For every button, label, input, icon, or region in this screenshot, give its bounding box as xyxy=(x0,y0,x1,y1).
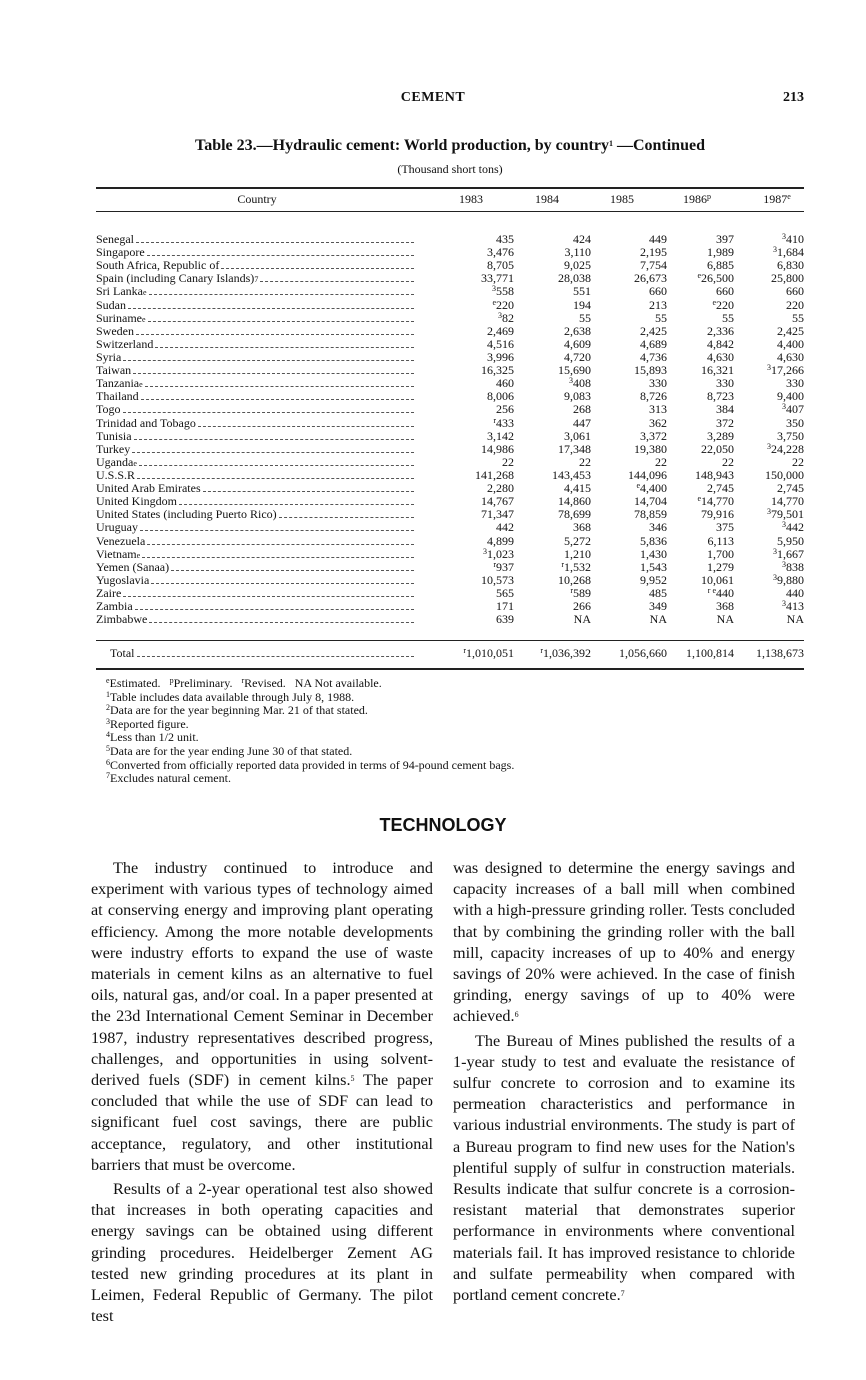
table-row xyxy=(96,233,804,246)
value-1985: 15,893 xyxy=(634,363,667,378)
table-title-text: Table 23.—Hydraulic cement: World production, by country xyxy=(195,137,609,154)
country-name: Tunisia xyxy=(96,429,132,443)
value-1986: 22,050 xyxy=(701,441,734,456)
paragraph: Results of a 2-year operational test also showed that increases in both operating capacities and energy savings can be obtained using different grinding procedures. Heidelberger Zement AG tested new grinding procedures at its plant in Leimen, Federal Republic of Germany. The pilot test xyxy=(91,1180,433,1326)
value-1984: 447 xyxy=(573,415,591,430)
value-1987: 2,425 xyxy=(777,323,804,338)
country-cell xyxy=(96,233,418,246)
country-cell: Uganda e xyxy=(96,456,418,469)
value-1985: 346 xyxy=(649,520,667,535)
value-1983: 8,006 xyxy=(487,389,514,404)
value-1986: 148,943 xyxy=(695,468,734,483)
value-1984: 4,720 xyxy=(564,350,591,365)
value-1986: 79,916 xyxy=(701,507,734,522)
footnote-6: $^6$Converted from officially reported data provided in terms of 94-pound cement bags. xyxy=(106,757,515,772)
value-1985: 26,673 xyxy=(634,271,667,286)
table-header-rule xyxy=(96,211,804,212)
page-number: 213 xyxy=(783,90,804,105)
technology-heading: TECHNOLOGY xyxy=(379,815,507,835)
value-1985: 78,859 xyxy=(634,507,667,522)
value-1987: $^3$24,228 xyxy=(767,441,804,456)
value-1984: 2,638 xyxy=(564,323,591,338)
table-row xyxy=(96,561,804,574)
country-name: South Africa, Republic of xyxy=(96,259,220,273)
country-name: Sudan xyxy=(96,298,126,312)
country-cell xyxy=(96,587,418,600)
value-1983: $^3$82 xyxy=(498,310,514,325)
total-1984: $^r$1,036,392 xyxy=(540,646,591,660)
country-cell xyxy=(96,495,418,508)
value-1987: $^3$410 xyxy=(782,232,804,247)
footnote-7: $^7$Excludes natural cement. xyxy=(106,771,231,786)
country-name: Thailand xyxy=(96,390,139,404)
value-1987: 350 xyxy=(786,415,804,430)
value-1987: $^3$79,501 xyxy=(767,507,804,522)
col-header-1987 xyxy=(740,192,814,208)
footnote-5: $^5$Data are for the year ending June 30 of that stated. xyxy=(106,743,353,758)
value-1984: 4,609 xyxy=(564,336,591,351)
country-cell: Vietnam e xyxy=(96,548,418,561)
value-1987: 150,000 xyxy=(765,468,804,483)
country-cell xyxy=(96,508,418,521)
table-top-rule xyxy=(96,187,804,189)
value-1984: 268 xyxy=(573,402,591,417)
table-title-note: 1 xyxy=(608,139,613,148)
value-1983: 22 xyxy=(502,454,514,469)
value-1986: $^{r e}$440 xyxy=(707,586,734,600)
table-row xyxy=(96,417,804,430)
table-row xyxy=(96,508,804,521)
value-1986: 4,842 xyxy=(707,336,734,351)
country-cell xyxy=(96,535,418,548)
value-1986: 1,989 xyxy=(707,245,734,260)
table-row xyxy=(96,574,804,587)
country-name: Togo xyxy=(96,403,121,417)
value-1983: 3,476 xyxy=(487,245,514,260)
value-1984: 1,210 xyxy=(564,546,591,561)
country-name: Zaire xyxy=(96,586,122,600)
table-row xyxy=(96,272,804,285)
value-1983: 4,516 xyxy=(487,336,514,351)
table-row xyxy=(96,482,804,495)
value-1987: 14,770 xyxy=(771,494,804,509)
value-1986: 2,336 xyxy=(707,323,734,338)
table-row xyxy=(96,535,804,548)
footnote-3: $^3$Reported figure. xyxy=(106,716,189,731)
value-1987: 22 xyxy=(792,454,804,469)
value-1986: 368 xyxy=(716,599,734,614)
value-1984: 22 xyxy=(579,454,591,469)
table-units: (Thousand short tons) xyxy=(397,162,503,176)
footnote-1: $^1$Table includes data available through July 8, 1988. xyxy=(106,689,355,704)
total-1987: 1,138,673 xyxy=(756,646,804,660)
value-1983: 565 xyxy=(496,586,514,600)
footnote-4: $^4$Less than 1/2 unit. xyxy=(106,730,199,745)
value-1983: $^3$558 xyxy=(492,284,514,299)
value-1983: 435 xyxy=(496,232,514,247)
col-header-1986-mark: p xyxy=(707,192,711,201)
value-1983: 4,899 xyxy=(487,533,514,548)
value-1984: NA xyxy=(573,612,591,627)
value-1984: 5,272 xyxy=(564,533,591,548)
table-row xyxy=(96,456,804,469)
country-cell xyxy=(96,417,418,430)
value-1987: 5,950 xyxy=(777,533,804,548)
value-1983: 460 xyxy=(496,376,514,391)
country-name: Singapore xyxy=(96,246,145,260)
value-1986: NA xyxy=(716,612,734,627)
table-row xyxy=(96,430,804,443)
value-1987: 2,745 xyxy=(777,481,804,496)
value-1985: 2,195 xyxy=(640,245,667,260)
value-1985: 349 xyxy=(649,599,667,614)
country-name: Suriname xyxy=(96,311,142,325)
country-name: Sri Lanka xyxy=(96,285,143,299)
value-1987: 3,750 xyxy=(777,428,804,443)
value-1985: $^e$4,400 xyxy=(636,481,667,496)
value-1983: 8,705 xyxy=(487,258,514,273)
value-1985: 3,372 xyxy=(640,428,667,443)
col-header-1985: 1985 xyxy=(610,192,634,206)
country-cell xyxy=(96,364,418,377)
value-1986: 55 xyxy=(722,310,734,325)
value-1984: 3,110 xyxy=(564,245,591,260)
value-1983: 71,347 xyxy=(481,507,514,522)
value-1984: 424 xyxy=(573,232,591,247)
table-row xyxy=(96,259,804,272)
table-row xyxy=(96,613,804,626)
value-1986: 6,113 xyxy=(707,533,734,548)
value-1985: 1,543 xyxy=(640,559,667,574)
col-header-1984: 1984 xyxy=(535,192,559,206)
value-1987: $^3$838 xyxy=(782,559,804,574)
footnote-legend: $^e$Estimated. $^p$Preliminary. $^r$Revised. NA Not available. xyxy=(106,676,382,690)
value-1987: $^3$9,880 xyxy=(773,572,804,587)
country-cell xyxy=(96,574,418,587)
country-cell xyxy=(96,561,418,574)
table-row xyxy=(96,587,804,600)
country-name: Yugoslavia xyxy=(96,573,150,587)
value-1985: 19,380 xyxy=(634,441,667,456)
value-1985: 22 xyxy=(655,454,667,469)
col-header-1986 xyxy=(660,192,734,208)
value-1984: 194 xyxy=(573,297,591,312)
country-name: Syria xyxy=(96,350,122,365)
value-1985: NA xyxy=(649,612,667,627)
total-1986: 1,100,814 xyxy=(686,646,734,660)
value-1984: $^3$408 xyxy=(569,376,591,391)
value-1987: $^3$442 xyxy=(782,520,804,535)
value-1985: 5,836 xyxy=(640,533,667,548)
table-row xyxy=(96,364,804,377)
col-header-1987-year: 1987 xyxy=(763,192,788,206)
text-column-right xyxy=(453,858,795,1306)
value-1983: 141,268 xyxy=(475,468,514,483)
value-1985: 8,726 xyxy=(640,389,667,404)
value-1987: 9,400 xyxy=(777,389,804,404)
value-1983: 16,325 xyxy=(481,363,514,378)
value-1987: $^3$1,667 xyxy=(773,546,804,561)
table-row xyxy=(96,443,804,456)
table-row xyxy=(96,299,804,312)
value-1986: 16,321 xyxy=(701,363,734,378)
country-name: Uruguay xyxy=(96,521,138,535)
value-1985: 144,096 xyxy=(628,468,667,483)
table-row xyxy=(96,600,804,613)
value-1983: 3,996 xyxy=(487,350,514,365)
country-cell xyxy=(96,246,418,259)
country-cell: Sri Lanka e xyxy=(96,285,418,298)
value-1986: 3,289 xyxy=(707,428,734,443)
value-1983: 2,469 xyxy=(487,323,514,338)
value-1984: 28,038 xyxy=(558,271,591,286)
value-1987: 660 xyxy=(786,284,804,299)
table-row xyxy=(96,246,804,259)
table-row xyxy=(96,521,804,534)
table-row xyxy=(96,548,804,561)
value-1986: 660 xyxy=(716,284,734,299)
country-cell xyxy=(96,469,418,482)
country-name: Taiwan xyxy=(96,364,132,378)
value-1983: 2,280 xyxy=(487,481,514,496)
country-name: Trinidad and Tobago xyxy=(96,416,196,430)
country-name: Venezuela xyxy=(96,534,146,548)
value-1984: 15,690 xyxy=(558,363,591,378)
country-name: Sweden xyxy=(96,324,134,338)
value-1983: 639 xyxy=(496,612,514,627)
value-1984: 9,025 xyxy=(564,258,591,273)
table-row xyxy=(96,469,804,482)
country-name: Zimbabwe xyxy=(96,613,148,627)
value-1985: 449 xyxy=(649,232,667,247)
value-1986: 22 xyxy=(722,454,734,469)
value-1984: 9,083 xyxy=(564,389,591,404)
country-cell xyxy=(96,338,418,351)
value-1985: 55 xyxy=(655,310,667,325)
value-1986: 10,061 xyxy=(701,572,734,587)
total-1985: 1,056,660 xyxy=(619,646,667,660)
value-1984: 551 xyxy=(573,284,591,299)
value-1986: 4,630 xyxy=(707,350,734,365)
value-1983: 33,771 xyxy=(481,271,514,286)
value-1986: 372 xyxy=(716,415,734,430)
country-cell xyxy=(96,600,418,613)
value-1986: $^e$26,500 xyxy=(697,271,734,286)
value-1987: 25,800 xyxy=(771,271,804,286)
table-row xyxy=(96,403,804,416)
value-1987: 55 xyxy=(792,310,804,325)
table-row xyxy=(96,338,804,351)
value-1987: $^3$413 xyxy=(782,599,804,614)
value-1984: 78,699 xyxy=(558,507,591,522)
value-1987: 4,400 xyxy=(777,336,804,351)
value-1985: 313 xyxy=(649,402,667,417)
country-name: United Kingdom xyxy=(96,495,177,509)
country-cell: Suriname e xyxy=(96,312,418,325)
value-1983: $^3$1,023 xyxy=(483,546,514,561)
country-name: Tanzania xyxy=(96,377,140,391)
value-1984: $^r$1,532 xyxy=(561,559,591,574)
country-cell xyxy=(96,482,418,495)
value-1985: 213 xyxy=(649,297,667,312)
value-1986: 8,723 xyxy=(707,389,734,404)
total-label-cell xyxy=(96,646,418,661)
total-label: Total xyxy=(110,646,135,660)
value-1983: $^r$433 xyxy=(493,415,514,430)
value-1987: $^3$17,266 xyxy=(767,363,804,378)
col-header-1986-year: 1986 xyxy=(683,192,707,206)
value-1986: 1,700 xyxy=(707,546,734,561)
country-name: Spain (including Canary Islands) xyxy=(96,272,255,286)
table-total-rule xyxy=(96,640,804,641)
country-cell xyxy=(96,390,418,403)
paragraph: The industry continued to introduce and experiment with various types of technology aimed at conserving energy and improving plant operating efficiency. Among the more notable developments were industry efforts to expand the use of waste materials in cement kilns as an alternative to fuel oils, natural gas, and/or coal. In a paper presented at the 23d International Cement Seminar in December 1987, industry representatives described progress, challenges, and opportunities in using solvent-derived fuels (SDF) in cement kilns.$^5$ The paper concluded that while the use of SDF can lead to significant fuel cost savings, there are public acceptance, regulatory, and other institutional barriers that must be overcome. xyxy=(91,859,434,1174)
country-cell: Tanzania e xyxy=(96,377,418,390)
country-cell xyxy=(96,299,418,312)
production-table xyxy=(96,233,804,626)
value-1986: $^e$220 xyxy=(712,297,734,312)
country-name: Zambia xyxy=(96,600,133,614)
value-1987: 440 xyxy=(786,586,804,600)
table-row xyxy=(96,377,804,390)
value-1987: $^3$407 xyxy=(782,402,804,417)
running-head xyxy=(0,90,866,110)
country-cell xyxy=(96,403,418,416)
country-name: United Arab Emirates xyxy=(96,482,201,496)
value-1983: 14,986 xyxy=(481,441,514,456)
table-row xyxy=(96,495,804,508)
value-1986: $^e$14,770 xyxy=(697,494,734,509)
text-column-left xyxy=(91,858,433,1327)
country-cell xyxy=(96,325,418,338)
table-row xyxy=(96,351,804,364)
value-1985: 362 xyxy=(649,415,667,430)
table-row xyxy=(96,312,804,325)
paragraph: was designed to determine the energy savings and capacity increases of a ball mill when combined with a high-pressure grinding roller. Tests concluded that by combining the grinding roller with the ball mill, capacity increases of up to 40% and energy savings of 20% were achieved. In the case of finish grinding, energy savings of up to 40% were achieved.$^6$ xyxy=(453,859,795,1026)
value-1986: 6,885 xyxy=(707,258,734,273)
value-1984: 143,453 xyxy=(552,468,591,483)
value-1983: 10,573 xyxy=(481,572,514,587)
value-1985: 4,689 xyxy=(640,336,667,351)
total-row xyxy=(96,646,804,661)
value-1985: 4,736 xyxy=(640,350,667,365)
value-1984: 14,860 xyxy=(558,494,591,509)
value-1984: 17,348 xyxy=(558,441,591,456)
value-1984: $^r$589 xyxy=(570,586,591,600)
col-header-country: Country xyxy=(237,192,277,206)
value-1983: 14,767 xyxy=(481,494,514,509)
value-1987: 6,830 xyxy=(777,258,804,273)
value-1986: 397 xyxy=(716,232,734,247)
value-1987: 220 xyxy=(786,297,804,312)
footnote-2: $^2$Data are for the year beginning Mar. 21 of that stated. xyxy=(106,703,368,718)
country-name: Uganda xyxy=(96,455,134,469)
value-1987: $^3$1,684 xyxy=(773,245,804,260)
value-1985: 330 xyxy=(649,376,667,391)
value-1984: 55 xyxy=(579,310,591,325)
country-name: U.S.S.R xyxy=(96,468,136,483)
value-1985: 9,952 xyxy=(640,572,667,587)
value-1983: 3,142 xyxy=(487,428,514,443)
paragraph: The Bureau of Mines published the results of a 1-year study to test and evaluate the resistance of sulfur concrete to corrosion and to examine its permeation characteristics and performance in various industrial environments. The study is part of a Bureau program to find new uses for the Nation's plentiful supply of sulfur in construction materials. Results indicate that sulfur concrete is a corrosion-resistant material that demonstrates superior performance in environments where conventional materials fail. It has improved resistance to chloride and sulfate permeability when compared with portland cement concrete.$^7$ xyxy=(453,1031,795,1305)
value-1984: 10,268 xyxy=(558,572,591,587)
value-1986: 1,279 xyxy=(707,559,734,574)
value-1987: NA xyxy=(786,612,804,627)
country-name: Senegal xyxy=(96,233,134,247)
table-title xyxy=(0,137,866,155)
table-bottom-rule xyxy=(96,668,804,670)
section-title: CEMENT xyxy=(400,90,466,105)
country-cell: Spain (including Canary Islands) 7 xyxy=(96,272,418,285)
value-1985: 2,425 xyxy=(640,323,667,338)
value-1985: 485 xyxy=(649,586,667,600)
value-1983: 442 xyxy=(496,520,514,535)
country-cell xyxy=(96,443,418,456)
country-cell xyxy=(96,259,418,272)
country-cell xyxy=(96,430,418,443)
value-1987: 4,630 xyxy=(777,350,804,365)
value-1986: 375 xyxy=(716,520,734,535)
value-1986: 2,745 xyxy=(707,481,734,496)
country-name: Switzerland xyxy=(96,337,154,351)
value-1986: 384 xyxy=(716,402,734,417)
total-1983: $^r$1,010,051 xyxy=(463,646,514,660)
country-cell xyxy=(96,613,418,626)
value-1987: 330 xyxy=(786,376,804,391)
value-1985: 7,754 xyxy=(640,258,667,273)
table-row xyxy=(96,325,804,338)
country-cell xyxy=(96,351,418,364)
value-1985: 14,704 xyxy=(634,494,667,509)
value-1986: 330 xyxy=(716,376,734,391)
value-1983: $^r$937 xyxy=(493,559,514,574)
value-1983: $^e$220 xyxy=(492,297,514,312)
country-name: Turkey xyxy=(96,442,131,456)
country-name: United States (including Puerto Rico) xyxy=(96,508,277,522)
value-1983: 171 xyxy=(496,599,514,614)
value-1984: 368 xyxy=(573,520,591,535)
value-1985: 1,430 xyxy=(640,546,667,561)
country-name: Vietnam xyxy=(96,547,137,561)
table-row xyxy=(96,285,804,298)
col-header-1987-mark: e xyxy=(787,192,791,201)
country-name: Yemen (Sanaa) xyxy=(96,560,170,574)
table-row xyxy=(96,390,804,403)
table-footnotes xyxy=(106,677,514,786)
col-header-1983: 1983 xyxy=(459,192,483,206)
country-cell xyxy=(96,521,418,534)
value-1984: 4,415 xyxy=(564,481,591,496)
value-1984: 3,061 xyxy=(564,428,591,443)
value-1983: 256 xyxy=(496,402,514,417)
value-1984: 266 xyxy=(573,599,591,614)
value-1985: 660 xyxy=(649,284,667,299)
table-title-suffix: —Continued xyxy=(612,137,705,154)
